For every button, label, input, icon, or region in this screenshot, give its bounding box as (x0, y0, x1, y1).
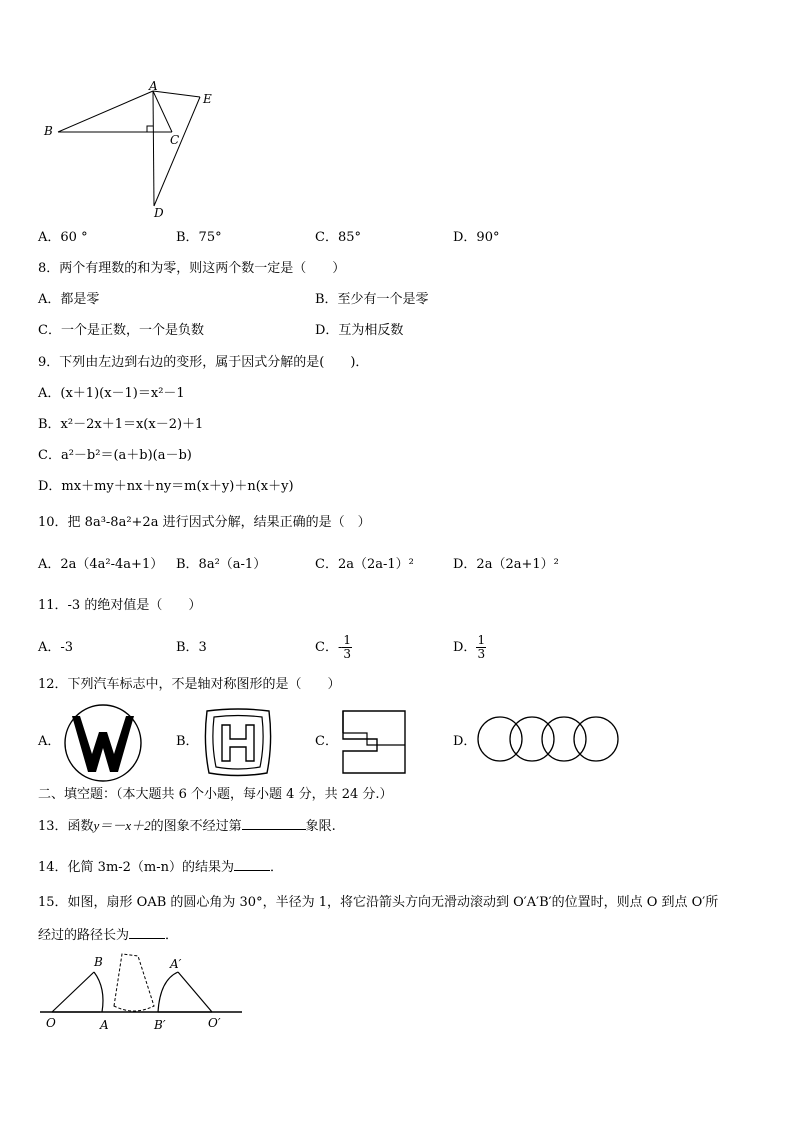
q9-option-a: A．(x＋1)(x－1)＝x²－1 (38, 386, 185, 401)
q9-option-c: C．a²－b²＝(a＋b)(a－b) (38, 448, 192, 463)
right-angle-mark (147, 126, 153, 132)
label-a: A (149, 80, 158, 93)
segment-ba (58, 91, 153, 132)
q12-option-d-label: D． (453, 734, 477, 749)
q13-middle: 的图象不经过第 (150, 819, 242, 834)
q15-answer-blank[interactable] (129, 926, 165, 939)
q10-stem: 10．把 8a³-8a²+2a 进行因式分解，结果正确的是（ ） (38, 515, 371, 530)
q10-option-b: B．8a²（a-1） (176, 557, 267, 572)
q10-option-a: A．2a（4a²-4a+1） (38, 557, 164, 572)
q14-prefix: 14．化简 3m-2（m-n）的结果为 (38, 860, 235, 875)
label-e: E (203, 92, 212, 106)
q11-option-d-fraction (476, 634, 486, 661)
q11-option-c (315, 630, 352, 666)
label-b: B (44, 124, 53, 138)
vw-logo-icon (62, 702, 144, 784)
q13-stem (38, 817, 336, 836)
q11-option-c-denominator: 3 (343, 647, 351, 661)
q12-stem: 12．下列汽车标志中，不是轴对称图形的是（ ） (38, 677, 341, 692)
label-a-prime: A′ (170, 957, 182, 971)
q13-prefix: 13．函数 (38, 819, 94, 834)
q11-option-d-prefix: D． (453, 640, 477, 655)
label-o: O (46, 1016, 56, 1030)
label-b: B (94, 955, 103, 969)
q8-stem: 8．两个有理数的和为零，则这两个数一定是（ ） (38, 261, 346, 276)
q12-option-b-label: B． (176, 734, 199, 749)
q7-option-a: A．60 ° (38, 230, 88, 245)
q15-stem-line2 (38, 926, 178, 945)
q11-option-c-fraction (342, 634, 352, 661)
q10-option-c: C．2a（2a-1）² (315, 557, 414, 572)
label-o-prime: O′ (208, 1016, 221, 1030)
q7-option-b: B．75° (176, 230, 222, 245)
section-2-heading: 二、填空题：（本大题共 6 个小题，每小题 4 分，共 24 分.） (38, 787, 393, 802)
q13-suffix: 象限. (305, 819, 336, 834)
q11-option-c-prefix: C．- (315, 640, 343, 655)
q13-answer-blank[interactable] (242, 817, 306, 830)
label-d: D (154, 206, 164, 220)
q8-option-c: C．一个是正数，一个是负数 (38, 323, 204, 338)
segment-ae (153, 91, 200, 97)
q11-stem: 11．-3 的绝对值是（ ） (38, 598, 202, 613)
q11-option-b: B．3 (176, 640, 207, 655)
label-a: A (100, 1018, 109, 1032)
q11-option-c-numerator: 1 (343, 633, 351, 647)
q8-option-b: B．至少有一个是零 (315, 292, 429, 307)
q11-option-a: A．-3 (38, 640, 74, 655)
q12-option-a-label: A． (38, 734, 61, 749)
label-c: C (170, 133, 180, 147)
q11-option-d (453, 630, 486, 666)
offset-rectangle-logo-icon (341, 709, 409, 775)
q12-option-c-label: C． (315, 734, 338, 749)
four-rings-logo-icon (476, 714, 622, 764)
q11-option-d-numerator: 1 (477, 633, 486, 647)
q9-stem: 9．下列由左边到右边的变形，属于因式分解的是( )． (38, 355, 369, 370)
q7-option-d: D．90° (453, 230, 500, 245)
q10-option-d: D．2a（2a+1）² (453, 557, 559, 572)
q14-stem (38, 858, 283, 877)
q8-option-a: A．都是零 (38, 292, 100, 307)
q14-suffix: ． (270, 860, 284, 875)
triangle-figure-q7 (38, 80, 228, 222)
segment-ad (153, 91, 154, 206)
q15-suffix: ． (165, 928, 179, 943)
honda-logo-icon (201, 707, 275, 779)
q11-option-d-denominator: 3 (477, 647, 486, 661)
q9-option-b: B．x²－2x＋1＝x(x－2)＋1 (38, 417, 204, 432)
segment-ac (153, 91, 172, 132)
q15-stem-line1: 15．如图，扇形 OAB 的圆心角为 30°，半径为 1，将它沿箭头方向无滑动滚动到 O′A′B′的位置时，则点 O 到点 O′所 (38, 895, 719, 910)
q15-prefix: 经过的路径长为 (38, 928, 130, 943)
q8-option-d: D．互为相反数 (315, 323, 404, 338)
q13-formula: y＝－x＋2 (93, 818, 151, 833)
q9-option-d: D．mx＋my＋nx＋ny＝m(x＋y)＋n(x＋y) (38, 479, 294, 494)
q14-answer-blank[interactable] (234, 858, 270, 871)
q7-option-c: C．85° (315, 230, 361, 245)
segment-ed (154, 97, 200, 206)
label-b-prime: B′ (154, 1018, 166, 1032)
rolling-sector-figure-q15 (38, 950, 244, 1032)
